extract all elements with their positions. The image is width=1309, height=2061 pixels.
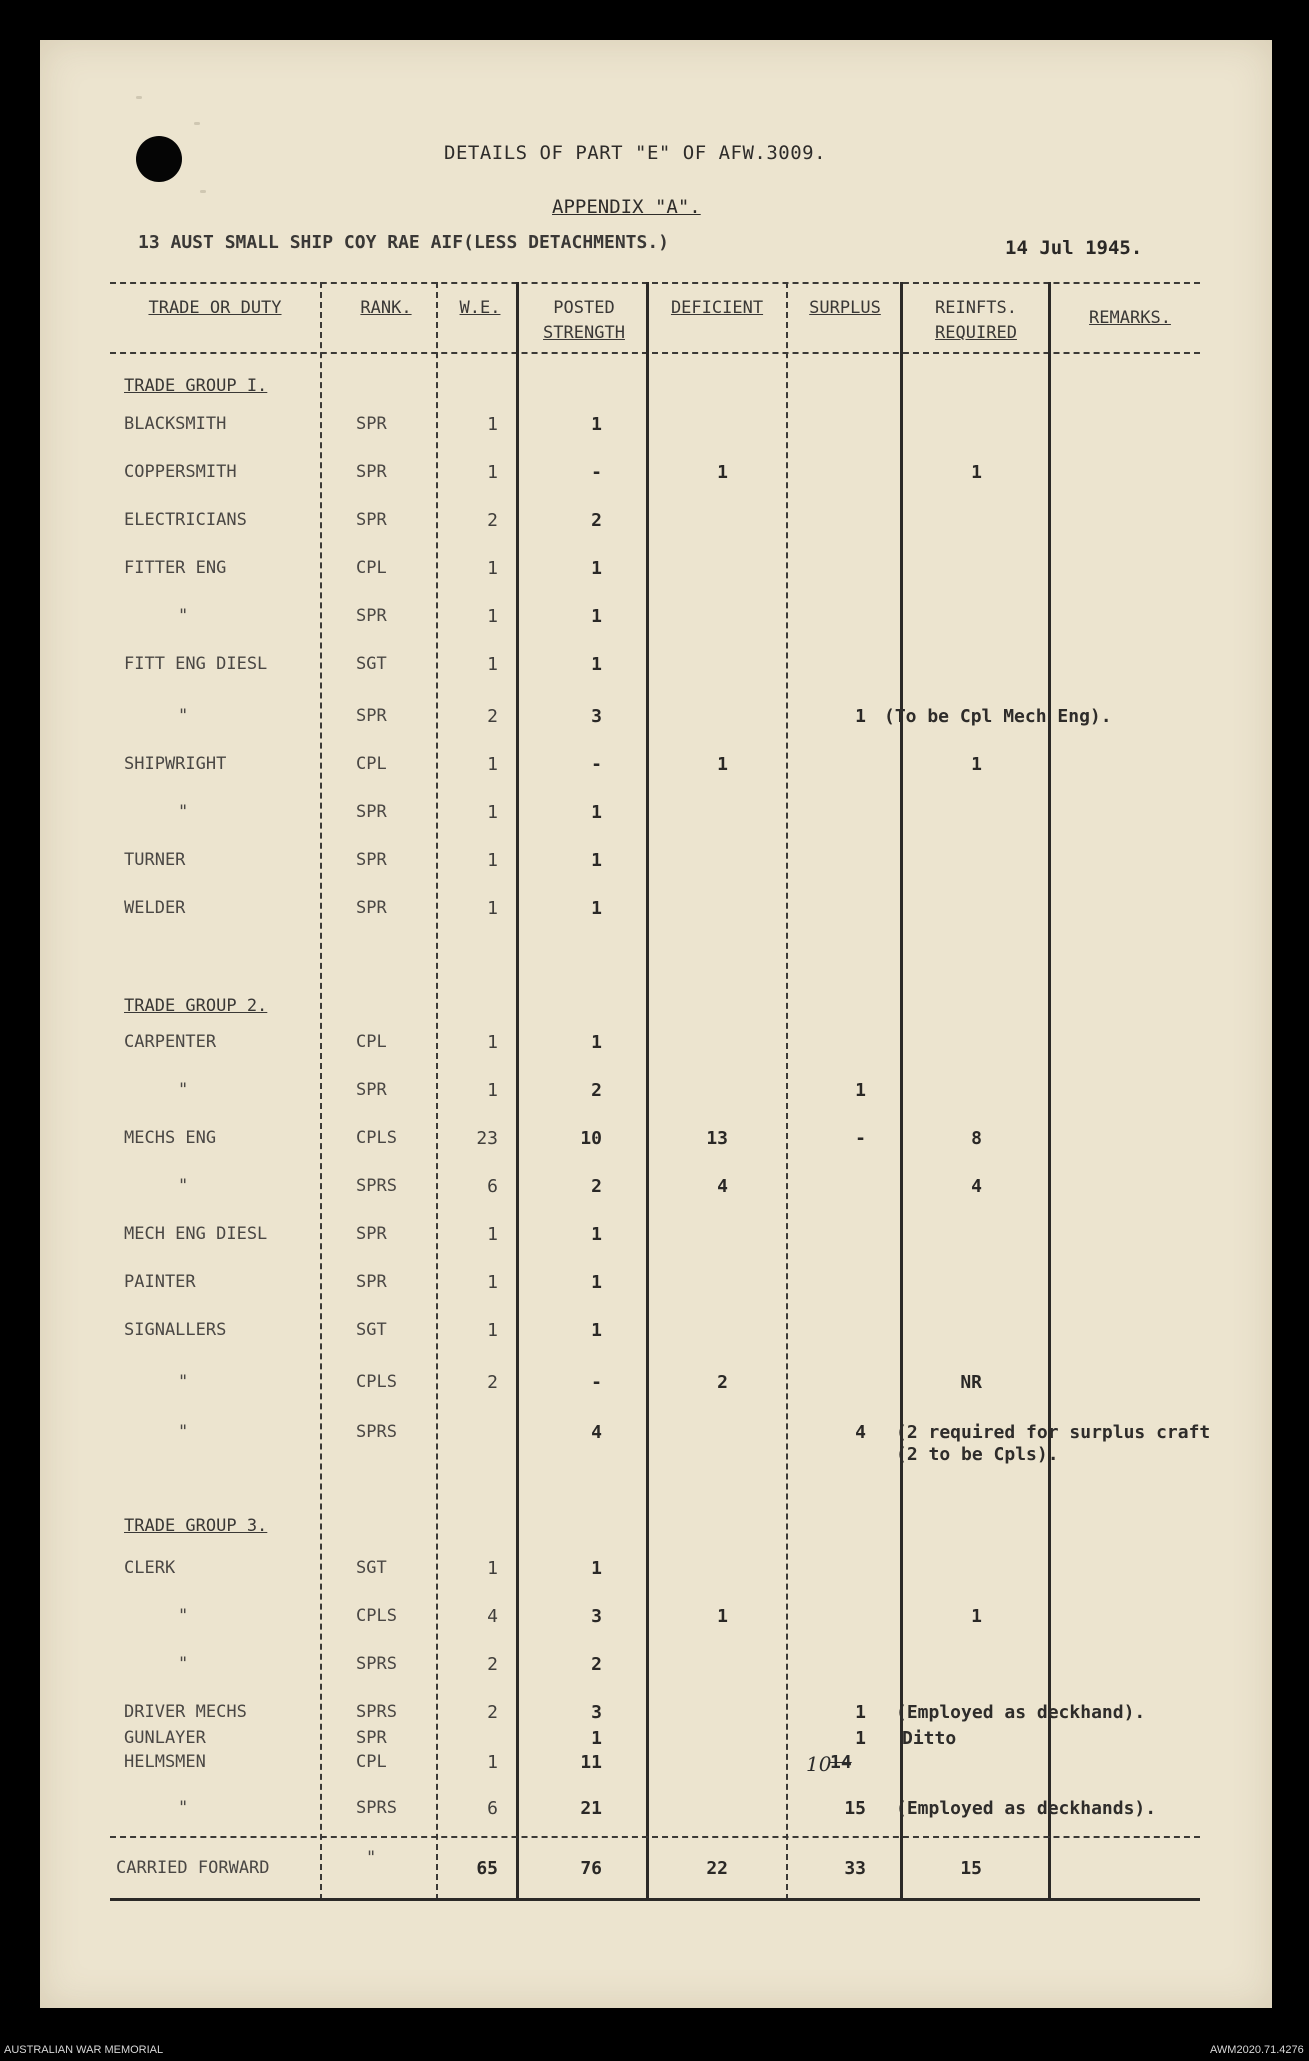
row-rank: SPRS [356,1422,397,1442]
row-posted: - [591,754,602,775]
row-we: 1 [487,1752,498,1773]
header-trade: TRADE OR DUTY [148,298,282,318]
total-we: 65 [476,1858,498,1879]
row-trade: COPPERSMITH [124,462,237,482]
row-we: 2 [487,706,498,727]
row-we: 2 [487,1654,498,1675]
header-posted-strength: STRENGTH [543,323,625,343]
column-divider [320,282,322,1900]
row-rank: SPR [356,850,387,870]
row-rank: SPRS [356,1654,397,1674]
row-rank: CPLS [356,1372,397,1392]
total-reinfts: 15 [960,1858,982,1879]
row-trade: DRIVER MECHS [124,1702,247,1722]
row-trade: HELMSMEN [124,1752,206,1772]
row-surplus: 15 [844,1798,866,1819]
row-we: 1 [487,462,498,483]
row-trade: PAINTER [124,1272,196,1292]
table-top-rule [110,282,1200,284]
row-rank: SPR [356,414,387,434]
row-rank: CPL [356,1752,387,1772]
row-we: 1 [487,606,498,627]
row-trade: WELDER [124,898,186,918]
row-posted: 1 [591,1032,602,1053]
row-rank: CPLS [356,1128,397,1148]
header-bottom-rule [110,352,1200,354]
remark-text: Ditto [902,1728,957,1749]
trade-group-heading: TRADE GROUP 3. [124,1516,268,1536]
row-rank: SPR [356,706,387,726]
header-reinfts-required: REQUIRED [935,323,1017,343]
row-surplus: 4 [855,1422,866,1443]
totals-top-rule [110,1836,1200,1838]
paper-fleck [194,122,200,125]
total-deficient: 22 [706,1858,728,1879]
row-rank: CPLS [356,1606,397,1626]
row-deficient: 4 [717,1176,728,1197]
row-reinfts: 4 [971,1176,982,1197]
row-we: 4 [487,1606,498,1627]
row-trade: " [178,1372,189,1392]
header-rank: RANK. [360,298,412,318]
row-trade: TURNER [124,850,186,870]
totals-rank-mark: " [366,1848,377,1868]
row-posted: - [591,462,602,483]
row-rank: SPR [356,1224,387,1244]
row-rank: SGT [356,654,387,674]
row-we: 1 [487,754,498,775]
footer-accession: AWM2020.71.4276 [1210,2044,1304,2056]
row-posted: 3 [591,706,602,727]
header-remarks: REMARKS. [1089,308,1171,328]
row-posted: 1 [591,802,602,823]
row-surplus: - [855,1128,866,1149]
row-we: 6 [487,1176,498,1197]
row-rank: SPRS [356,1176,397,1196]
row-we: 1 [487,558,498,579]
row-trade: FITT ENG DIESL [124,654,268,674]
row-we: 1 [487,1320,498,1341]
trade-group-heading: TRADE GROUP I. [124,376,268,396]
row-trade: SIGNALLERS [124,1320,227,1340]
remark-text: (2 to be Cpls). [896,1444,1059,1465]
row-reinfts: 1 [971,1606,982,1627]
row-trade: " [178,1798,189,1818]
total-surplus: 33 [844,1858,866,1879]
row-trade: " [178,1080,189,1100]
row-we: 1 [487,1272,498,1293]
row-deficient: 1 [717,754,728,775]
row-we: 2 [487,1372,498,1393]
row-posted: 1 [591,1728,602,1749]
carried-forward-label: CARRIED FORWARD [116,1858,270,1878]
paper-fleck [136,96,142,99]
row-rank: SPR [356,1728,387,1748]
struck-value: 14 [830,1752,852,1773]
row-deficient: 13 [706,1128,728,1149]
row-posted: 1 [591,414,602,435]
row-rank: SPR [356,462,387,482]
unit-name: 13 AUST SMALL SHIP COY RAE AIF(LESS DETACHMENTS.) [138,232,670,253]
totals-bottom-rule [110,1898,1200,1901]
row-trade: ELECTRICIANS [124,510,247,530]
row-posted: 10 [580,1128,602,1149]
row-deficient: 1 [717,1606,728,1627]
row-rank: CPL [356,1032,387,1052]
row-posted: 11 [580,1752,602,1773]
row-we: 1 [487,898,498,919]
row-trade: SHIPWRIGHT [124,754,227,774]
row-we: 2 [487,1702,498,1723]
row-posted: 2 [591,1654,602,1675]
row-trade: FITTER ENG [124,558,227,578]
column-divider [646,282,649,1900]
row-trade: " [178,1176,189,1196]
column-divider [786,282,788,1900]
row-rank: SPRS [356,1798,397,1818]
paper-fleck [200,190,206,193]
row-trade: BLACKSMITH [124,414,227,434]
header-deficient: DEFICIENT [670,298,764,318]
column-divider [900,282,903,1900]
row-we: 6 [487,1798,498,1819]
remark-text: (Employed as deckhand). [896,1702,1146,1723]
column-divider [1048,282,1051,1900]
row-we: 1 [487,802,498,823]
row-trade: " [178,1606,189,1626]
row-rank: SPR [356,1080,387,1100]
row-rank: SPR [356,606,387,626]
row-rank: CPL [356,558,387,578]
row-reinfts: NR [960,1372,982,1393]
row-trade: " [178,1422,189,1442]
remark-text: (2 required for surplus craft [896,1422,1211,1443]
row-posted: 1 [591,1272,602,1293]
row-rank: SPR [356,510,387,530]
column-divider [436,282,438,1900]
row-surplus: 1 [855,1080,866,1101]
appendix-label: APPENDIX "A". [552,196,701,218]
row-posted: 1 [591,898,602,919]
row-rank: CPL [356,754,387,774]
row-trade: MECHS ENG [124,1128,217,1148]
row-posted: 1 [591,1224,602,1245]
handwritten-correction: 10 [806,1752,832,1776]
row-posted: 21 [580,1798,602,1819]
header-posted: POSTED [553,298,615,318]
row-rank: SPR [356,802,387,822]
row-trade: CARPENTER [124,1032,217,1052]
row-posted: 4 [591,1422,602,1443]
row-surplus: 1 [855,1702,866,1723]
row-posted: 2 [591,1176,602,1197]
row-reinfts: 1 [971,754,982,775]
row-surplus: 1 [855,706,866,727]
row-we: 1 [487,414,498,435]
total-posted: 76 [580,1858,602,1879]
footer-source: AUSTRALIAN WAR MEMORIAL [4,2044,164,2056]
row-deficient: 1 [717,462,728,483]
row-posted: 2 [591,1080,602,1101]
row-we: 1 [487,654,498,675]
row-trade: " [178,1654,189,1674]
row-we: 1 [487,1224,498,1245]
row-posted: - [591,1372,602,1393]
row-posted: 1 [591,558,602,579]
row-trade: GUNLAYER [124,1728,206,1748]
document-title: DETAILS OF PART "E" OF AFW.3009. [444,142,827,164]
row-rank: SGT [356,1320,387,1340]
row-posted: 3 [591,1702,602,1723]
row-posted: 2 [591,510,602,531]
row-posted: 3 [591,1606,602,1627]
header-reinfts: REINFTS. [935,298,1017,318]
row-we: 1 [487,1558,498,1579]
document-date: 14 Jul 1945. [1005,237,1143,259]
column-divider [516,282,519,1900]
row-posted: 1 [591,850,602,871]
row-posted: 1 [591,1558,602,1579]
row-surplus: 1 [855,1728,866,1749]
remark-text: (To be Cpl Mech Eng). [884,706,1112,727]
row-we: 1 [487,850,498,871]
trade-group-heading: TRADE GROUP 2. [124,996,268,1016]
remark-text: (Employed as deckhands). [896,1798,1157,1819]
row-posted: 1 [591,606,602,627]
row-we: 23 [476,1128,498,1149]
header-surplus: SURPLUS [809,298,881,318]
row-rank: SPR [356,1272,387,1292]
row-we: 1 [487,1032,498,1053]
row-trade: " [178,802,189,822]
row-posted: 1 [591,654,602,675]
row-we: 2 [487,510,498,531]
row-deficient: 2 [717,1372,728,1393]
punch-hole [136,136,182,182]
row-trade: " [178,606,189,626]
row-rank: SPR [356,898,387,918]
row-we: 1 [487,1080,498,1101]
row-reinfts: 1 [971,462,982,483]
header-we: W.E. [459,298,501,318]
row-posted: 1 [591,1320,602,1341]
row-rank: SGT [356,1558,387,1578]
row-trade: CLERK [124,1558,176,1578]
row-reinfts: 8 [971,1128,982,1149]
row-trade: MECH ENG DIESL [124,1224,268,1244]
row-trade: " [178,706,189,726]
row-rank: SPRS [356,1702,397,1722]
